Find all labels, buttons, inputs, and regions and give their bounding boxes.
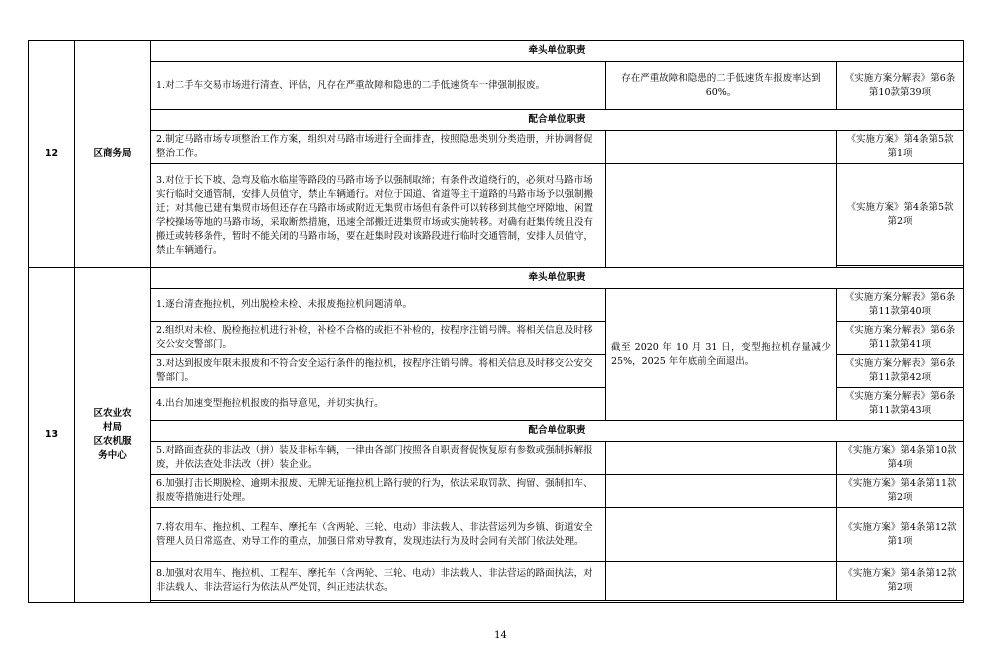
goal-cell xyxy=(606,562,837,601)
reference-cell: 《实施方案分解表》第6条第10款第39项 xyxy=(837,62,964,110)
table-bottom-spacer xyxy=(151,601,964,603)
task-cell: 3.对位于长下坡、急弯及临水临崖等路段的马路市场予以强制取缔；有条件改道绕行的，必须对马路市场实行临时交通管制，安排人员值守，禁止车辆通行。对位于国道、省道等主干道路的马路市场予以强制搬迁；对其他已建有集贸市场但还存在马路市场或附近无集贸市场但有条件可以转移到其他空坪隙地、闲置学校操场等地的马路市场，采取断然措施，迅速全部搬迁进集贸市场或实施转移。对确有赶集传统且没有搬迁或转移条件，暂时不能关闭的马路市场，要在赶集时段对该路段进行临时交通管制，安排人员值守，禁止车辆通行。 xyxy=(151,164,606,268)
task-cell: 7.将农用车、拖拉机、工程车、摩托车（含两轮、三轮、电动）非法载人、非法营运列为乡镇、街道安全管理人员日常巡查、劝导工作的重点，加强日常劝导教育，发现违法行为及时会同有关部门依法处理。 xyxy=(151,508,606,562)
reference-cell: 《实施方案分解表》第6条第11款第42项 xyxy=(837,355,964,388)
goal-cell: 存在严重故障和隐患的二手低速货车报废率达到 60%。 xyxy=(606,62,837,110)
reference-cell: 《实施方案》第4条第11款第2项 xyxy=(837,475,964,508)
task-cell: 1.对二手车交易市场进行清查、评估，凡存在严重故障和隐患的二手低速货车一律强制报废。 xyxy=(151,62,606,110)
department-line: 区农机服 xyxy=(93,436,132,447)
duty-table xyxy=(28,40,964,603)
department-line: 务中心 xyxy=(98,450,127,461)
lead-duty-header: 牵头单位职责 xyxy=(151,268,964,289)
reference-cell: 《实施方案分解表》第6条第11款第40项 xyxy=(837,289,964,322)
department-line: 区农业农 xyxy=(93,408,132,419)
reference-cell: 《实施方案》第4条第10款第4项 xyxy=(837,442,964,475)
task-cell: 5.对路面查获的非法改（拼）装及非标车辆，一律由各部门按照各自职责督促恢复原有参数或强制拆解报废，并依法查处非法改（拼）装企业。 xyxy=(151,442,606,475)
row-number: 12 xyxy=(29,41,75,268)
reference-cell: 《实施方案》第4条第12款第2项 xyxy=(837,562,964,601)
department-name: 区商务局 xyxy=(75,41,151,268)
department-name xyxy=(75,268,151,603)
reference-cell: 《实施方案》第4条第5款第2项 xyxy=(837,164,964,266)
coop-duty-header: 配合单位职责 xyxy=(151,421,964,442)
task-cell: 6.加强打击长期脱检、逾期未报废、无牌无证拖拉机上路行驶的行为，依法采取罚款、拘留、强制扣车、报废等措施进行处理。 xyxy=(151,475,606,508)
department-line: 村局 xyxy=(102,422,122,433)
reference-cell: 《实施方案分解表》第6条第11款第41项 xyxy=(837,322,964,355)
goal-cell xyxy=(606,475,837,508)
goal-cell xyxy=(606,508,837,562)
task-cell: 2.组织对未检、脱检拖拉机进行补检，补检不合格的或拒不补检的，按程序注销号牌。将相关信息及时移交公安交警部门。 xyxy=(151,322,606,355)
reference-cell: 《实施方案》第4条第5款第1项 xyxy=(837,131,964,164)
goal-cell: 截至 2020 年 10 月 31 日，变型拖拉机存量减少 25%，2025 年年底前全面退出。 xyxy=(606,289,837,421)
task-cell: 4.出台加速变型拖拉机报废的指导意见，并切实执行。 xyxy=(151,388,606,421)
reference-cell: 《实施方案》第4条第12款第1项 xyxy=(837,508,964,562)
goal-cell xyxy=(606,164,837,268)
page-number: 14 xyxy=(494,630,507,641)
task-cell: 1.逐台清查拖拉机，列出脱检未检、未报废拖拉机问题清单。 xyxy=(151,289,606,322)
task-cell: 3.对达到报废年限未报废和不符合安全运行条件的拖拉机，按程序注销号牌。将相关信息及时移交公安交警部门。 xyxy=(151,355,606,388)
task-cell: 8.加强对农用车、拖拉机、工程车、摩托车（含两轮、三轮、电动）非法载人、非法营运的路面执法，对非法载人、非法营运行为依法从严处罚，纠正违法状态。 xyxy=(151,562,606,601)
goal-cell xyxy=(606,442,837,475)
row-number: 13 xyxy=(29,268,75,603)
lead-duty-header: 牵头单位职责 xyxy=(151,41,964,62)
coop-duty-header: 配合单位职责 xyxy=(151,110,964,131)
reference-cell: 《实施方案分解表》第6条第11款第43项 xyxy=(837,388,964,421)
task-cell: 2.制定马路市场专项整治工作方案，组织对马路市场进行全面排查，按照隐患类别分类造册，并协调督促整治工作。 xyxy=(151,131,606,164)
goal-cell xyxy=(606,131,837,164)
